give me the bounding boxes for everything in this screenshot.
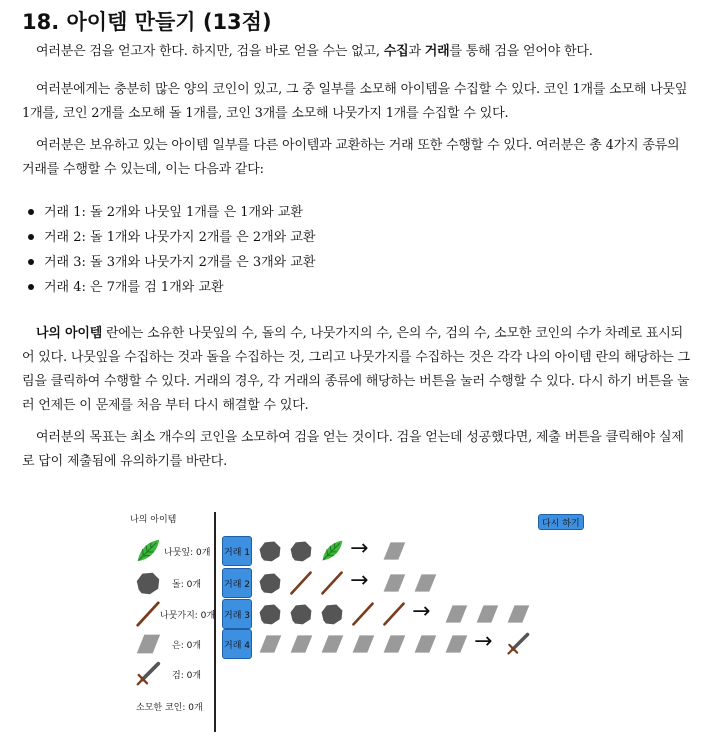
- goal-paragraph: 여러분의 목표는 최소 개수의 코인을 소모하여 검을 얻는 것이다. 검을 얻는데 성공했다면, 제출 버튼을 클릭해야 실제로 답이 제출됨에 유의하기를 바란다.: [22, 430, 684, 469]
- intro-text: 를 통해 검을 얻어야 한다.: [449, 44, 593, 59]
- leaf-icon: [319, 538, 345, 564]
- inventory-sword: [128, 658, 214, 690]
- leaf-icon[interactable]: [134, 537, 162, 565]
- trade-button-2[interactable]: 거래 2: [222, 568, 252, 598]
- stone-icon: [257, 538, 283, 564]
- silver-icon: [443, 631, 469, 657]
- silver-count: 은: 0개: [172, 641, 202, 651]
- collect-paragraph: 여러분에게는 충분히 많은 양의 코인이 있고, 그 중 일부를 소모해 아이템을 수집할 수 있다. 코인 1개를 소모해 나뭇잎 1개를, 코인 2개를 소모해 돌 1개를, 코인 3개를 소모해 나뭇가지 1개를 수집할 수 있다.: [22, 82, 688, 121]
- inventory-leaf: [128, 535, 214, 567]
- silver-icon: [288, 631, 314, 657]
- trade-button-4[interactable]: 거래 4: [222, 629, 252, 659]
- leaf-count: 나뭇잎: 0개: [164, 548, 211, 558]
- intro-text: 과: [408, 44, 425, 59]
- keyword-my-items: 나의 아이템: [36, 326, 103, 341]
- sword-icon: [134, 660, 162, 688]
- trade-list-item: 거래 3: 돌 3개와 나뭇가지 2개를 은 3개와 교환: [44, 250, 315, 275]
- silver-icon: [134, 630, 162, 658]
- sword-count: 검: 0개: [172, 671, 202, 681]
- silver-icon: [350, 631, 376, 657]
- arrow-icon: →: [350, 536, 369, 561]
- arrow-icon: →: [412, 599, 431, 624]
- inventory-silver: [128, 628, 214, 660]
- trade-list: [22, 200, 315, 300]
- silver-icon: [319, 631, 345, 657]
- stone-icon: [319, 601, 345, 627]
- stone-icon: [257, 601, 283, 627]
- branch-icon: [381, 601, 407, 627]
- branch-icon[interactable]: [134, 600, 162, 628]
- inventory-title: 나의 아이템: [130, 515, 177, 525]
- instructions-text: 란에는 소유한 나뭇잎의 수, 돌의 수, 나뭇가지의 수, 은의 수, 검의 수, 소모한 코인의 수가 차례로 표시되어 있다. 나뭇잎을 수집하는 것과 돌을 수집하는 것, 그리고 나뭇가지를 수집하는 것은 각각 나의 아이템 란의 해당하는 그림을 클릭하여 수행할 수 있다. 거래의 경우, 각 거래의 종류에 해당하는 버튼을 눌러 수행할 수 있다. 다시 하기 버튼을 눌러 언제든 이 문제를 처음 부터 다시 해결할 수 있다.: [22, 326, 690, 413]
- silver-icon: [257, 631, 283, 657]
- trade-list-item: 거래 1: 돌 2개와 나뭇잎 1개를 은 1개와 교환: [44, 200, 315, 225]
- branch-count: 나뭇가지: 0개: [160, 611, 216, 621]
- silver-icon: [412, 570, 438, 596]
- inventory-divider: [214, 512, 216, 732]
- stone-icon: [257, 570, 283, 596]
- branch-icon: [350, 601, 376, 627]
- stone-icon: [288, 538, 314, 564]
- intro-text: 여러분은 검을 얻고자 한다. 하지만, 검을 바로 얻을 수는 없고,: [36, 44, 384, 59]
- game-area: [0, 500, 715, 743]
- branch-icon: [319, 570, 345, 596]
- silver-icon: [505, 601, 531, 627]
- branch-icon: [288, 570, 314, 596]
- trade-button-3[interactable]: 거래 3: [222, 599, 252, 629]
- page-title: 18. 아이템 만들기 (13점): [22, 10, 272, 34]
- instructions-paragraph: [22, 322, 692, 418]
- sword-icon: [505, 631, 531, 657]
- stone-count: 돌: 0개: [172, 580, 202, 590]
- stone-icon: [288, 601, 314, 627]
- silver-icon: [443, 601, 469, 627]
- arrow-icon: →: [474, 629, 493, 654]
- arrow-icon: →: [350, 568, 369, 593]
- silver-icon: [381, 538, 407, 564]
- trade-list-item: 거래 2: 돌 1개와 나뭇가지 2개를 은 2개와 교환: [44, 225, 315, 250]
- reset-button[interactable]: 다시 하기: [538, 514, 584, 530]
- trade-paragraph: 여러분은 보유하고 있는 아이템 일부를 다른 아이템과 교환하는 거래 또한 수행할 수 있다. 여러분은 총 4가지 종류의 거래를 수행할 수 있는데, 이는 다음과 같다:: [22, 138, 680, 177]
- keyword-collect: 수집: [383, 44, 409, 59]
- silver-icon: [381, 631, 407, 657]
- silver-icon: [381, 570, 407, 596]
- trade-list-item: 거래 4: 은 7개를 검 1개와 교환: [44, 275, 315, 300]
- coins-spent: 소모한 코인: 0개: [136, 703, 203, 713]
- inventory-stone: [128, 567, 214, 599]
- intro-paragraph: [22, 40, 692, 64]
- trade-button-1[interactable]: 거래 1: [222, 536, 252, 566]
- stone-icon[interactable]: [134, 569, 162, 597]
- keyword-trade: 거래: [424, 44, 450, 59]
- silver-icon: [412, 631, 438, 657]
- inventory-branch: [128, 598, 214, 630]
- silver-icon: [474, 601, 500, 627]
